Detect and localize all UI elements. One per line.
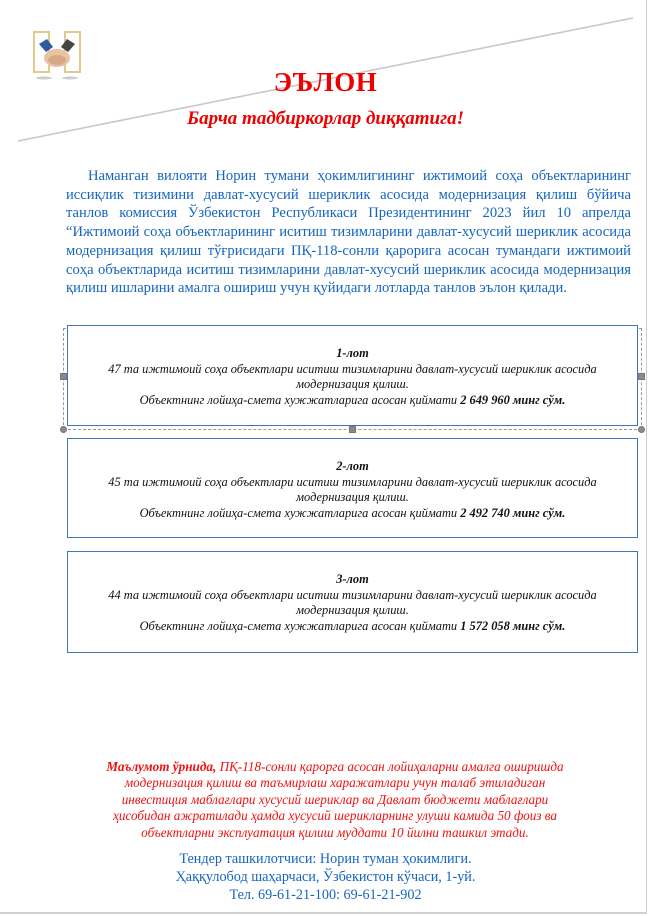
lot-description: 44 та ижтимоий соҳа объектлари иситиш тизимларини давлат-хусусий шериклик асосида модернизация қилиш. bbox=[108, 587, 597, 617]
lot-cost-value: 1 572 058 минг сўм. bbox=[460, 618, 566, 633]
lot-description: 47 та ижтимоий соҳа объектлари иситиш тизимларини давлат-хусусий шериклик асосида модернизация қилиш. bbox=[108, 361, 597, 391]
lot-cost: Объектнинг лойиҳа-смета хужжатларига асосан қиймати 2 649 960 минг сўм. bbox=[139, 392, 566, 407]
page-title: ЭЪЛОН bbox=[273, 67, 378, 97]
lot-title: 2-лот bbox=[336, 459, 369, 473]
lot-cost-value: 2 649 960 минг сўм. bbox=[460, 392, 566, 407]
resize-handle-bottom-right[interactable] bbox=[638, 426, 645, 433]
lot-box-2 bbox=[67, 438, 638, 538]
page-subtitle: Барча тадбиркорлар диққатига! bbox=[187, 108, 464, 129]
lot-box-1[interactable] bbox=[67, 325, 638, 426]
lot-cost: Объектнинг лойиҳа-смета хужжатларига асосан қиймати 2 492 740 минг сўм. bbox=[139, 505, 566, 520]
resize-handle-right[interactable] bbox=[638, 373, 645, 380]
lot-cost-value: 2 492 740 минг сўм. bbox=[460, 505, 566, 520]
lot-title: 3-лот bbox=[336, 572, 369, 586]
lot-cost: Объектнинг лойиҳа-смета хужжатларига асосан қиймати 1 572 058 минг сўм. bbox=[139, 618, 566, 633]
organizer-line: Тендер ташкилотчиси: Норин туман ҳокимлиги. bbox=[179, 851, 472, 867]
phone-line: Тел. 69-61-21-100: 69-61-21-902 bbox=[229, 887, 422, 903]
resize-handle-bottom[interactable] bbox=[349, 426, 356, 433]
note-lead: Маълумот ўрнида, bbox=[106, 759, 217, 774]
info-note bbox=[95, 759, 575, 841]
address-line: Ҳаққулобод шаҳарчаси, Ўзбекистон кўчаси, 1-уй. bbox=[175, 869, 476, 885]
resize-handle-left[interactable] bbox=[60, 373, 67, 380]
resize-handle-bottom-left[interactable] bbox=[60, 426, 67, 433]
intro-paragraph: Наманган вилояти Норин тумани ҳокимлигининг ижтимоий соҳа объектларининг иссиқлик тизимини давлат-хусусий шериклик асосида модернизация қилиш бўйича танлов комиссия Ўзбекистон Республикаси Президентининг 2023 йил 10 апрелда “Ижтимоий соҳа объектларининг иситиш тизимларини давлат-хусусий шериклик асосида модернизация қилиш тўғрисидаги ПҚ-118-сонли қарорига асосан тумандаги ижтимоий соҳа объектларида иситиш тизимларини давлат-хусусий шериклик асосида модернизация қилиш ишларини амалга ошириш учун қуйидаги лотларда танлов эълон қилади. bbox=[66, 168, 631, 297]
footer-contacts bbox=[0, 850, 651, 904]
lot-description: 45 та ижтимоий соҳа объектлари иситиш тизимларини давлат-хусусий шериклик асосида модернизация қилиш. bbox=[108, 474, 597, 504]
note-text: ПҚ-118-сонли қарорга асосан лойиҳаларни амалга оширишда модернизация қилиш ва таъмирлаш харажатлари учун талаб этиладиган инвестиция маблағлари хусусий шериклар ва Давлат бюджети маблағлари ҳисобидан ажратилади ҳамда хусусий шерикларнинг улуши камида 50 фоиз ва объектларни эксплуатация қилиш муддати 10 йилни ташкил этади. bbox=[113, 759, 564, 840]
lot-title: 1-лот bbox=[336, 346, 369, 360]
lot-box-3 bbox=[67, 551, 638, 653]
